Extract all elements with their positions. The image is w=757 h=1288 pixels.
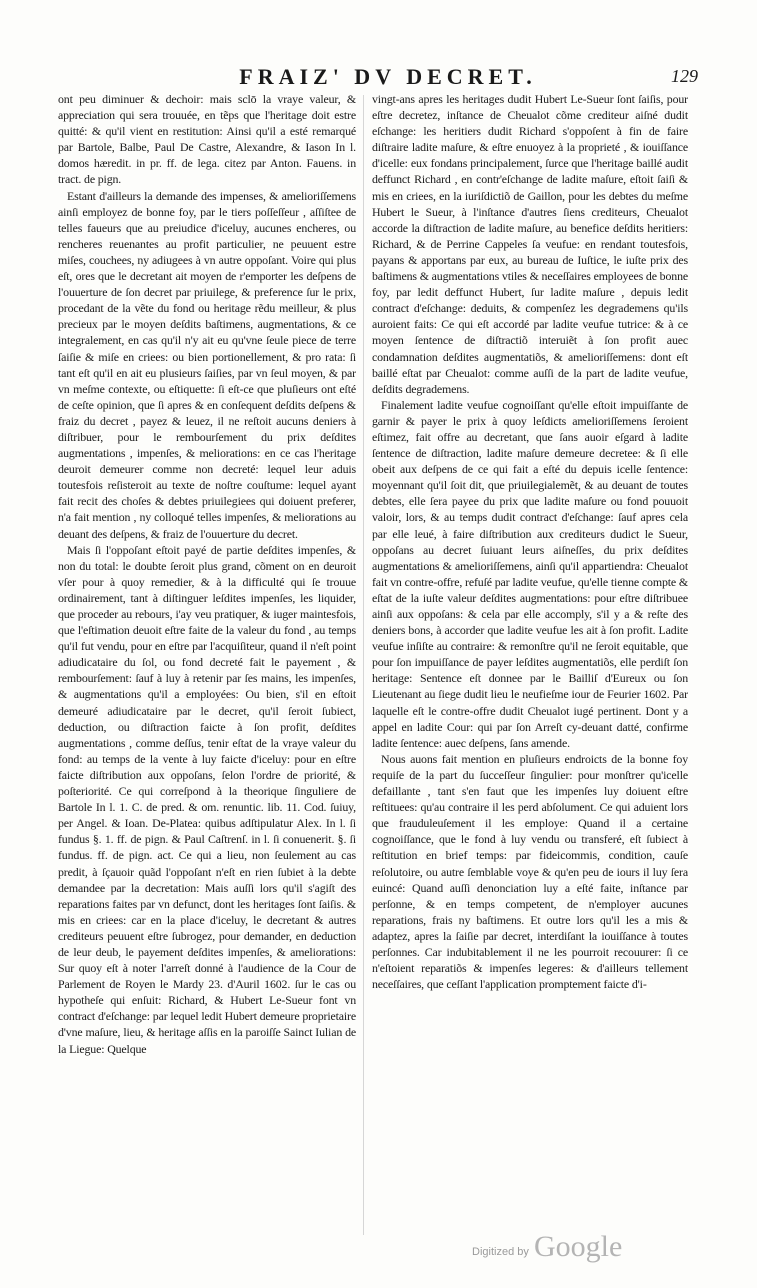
page-number: 129 [671,66,698,86]
paragraph: Estant d'ailleurs la demande des impenses, & amelioriſſemens ainſi employez de bonne foy, par le tiers poſſeſſeur , aſſiſtee de telles faueurs que au preiudice d'iceluy, aucunes encheres, ou rencheres reuenantes au profit particulier, ne peuuent estre miſes, couchees, ny adiugees à vn autre oppoſant. Voire qui plus eſt, ores que le decretant ait moyen de r'emporter les deſpens de l'ouuerture de ſon decret par priuilege, & preference ſur le prix, procedant de la vẽte du fond ou heritage rẽdu meilleur, & plus precieux par le moyen deſdits baſtimens, augmentations, & ce integralement, en cas qu'il n'y ait eu qu'vne ſeule piece de terre ſaiſie & miſe en criees: ou bien portionellement, & pro rata: ſi tant eſt qu'il en ait eu plusieurs ſaiſies, par vn ſeul moyen, & par vn meſme contexte, ou eſtiquette: ſi eſt-ce que pluſieurs ont eſté de ceſte opinion, que ſi apres & en conſequent deſdits deſpens & fraiz du decret , payez & leuez, il ne reſtoit aucuns deniers à diſtribuer, pour le rembourſement du prix deſdites augmentations , impenſes, & meliorations: en ce cas l'heritage deuroit demeurer comme non decreté: lequel leur aduis toutesfois reſisteroit au texte de noſtre couſtume: lequel ayant fait recit des choſes & debtes priuilegiees qui doiuent preferer, n'a fait mention , ny colloqué telles impenſes, & meliorations au deuant des deſpens, & fraiz de l'ouuerture du decret. [58,188,356,541]
left-column [58,91,356,1241]
paragraph: vingt-ans apres les heritages dudit Hubert Le-Sueur ſont ſaiſis, pour eſtre decretez, inſtance de Cheualot cõme crediteur aiſné dudit eſchange: les heritiers dudit Richard s'oppoſent à fin de faire diſtraire ladite maſure, & eſtre enuoyez à la proprieté , & iouiſſance d'icelle: eux fondans principalement, ſurce que l'heritage baillé audit deffunct Richard , en contr'eſchange de ladite maſure, eſtoit ſaiſi & mis en criees, en la iuriſdictiõ de Gaillon, pour les debtes du meſme Hubert le Sueur, à l'inſtance d'autres ſiens crediteurs, Cheualot accorde la diſtraction de ladite maſure, au benefice deſdits heritiers: Richard, & de Perrine Cappeles ſa veufue: en rendant toutesfois, payans & apportans par eux, au bureau de Iuſtice, le iuſte prix des baſtimens & augmentations vtiles & neceſſaires employees de bonne foy, par ledit deffunct Hubert, ſur ladite maſure , depuis ledit contract d'eſchange: deduits, & compenſez les degrademens qu'ils auroient faits: Ce qui eſt accordé par ladite veufue tutrice: & à ce moyen ſentence de diſtractiõ interuiẽt à ſon profit auec condamnation deſdites augmentatiõs, & amelioriſſemens: dont eſt baillé eſtat par Cheualot: comme auſſi de la part de ladite veufue, deſdits degrademens. [372,92,688,396]
watermark-logo: Google [534,1230,623,1263]
paragraph: Mais ſi l'oppoſant eſtoit payé de partie deſdites impenſes, & non du total: le doubte ſeroit plus grand, cõment on en deuroit vſer pour à quoy remedier, & à la difficulté qui ſe trouue ordinairement, tant à diſtinguer leſdites impenſes, les liquider, que proceder au rebours, i'ay veu pratiquer, & iuger maintesfois, que l'eſtimation deuoit eſtre faite de la valeur du fond , au temps qu'il fut vendu, pour en eſtre par l'acquiſiteur, quand il n'eſt point adiudicataire du ſol, ou fond decreté fait le payement , & rembourſement: ſauf à luy à retenir par ſes mains, les impenſes, & augmentations qu'il a employées: Ou bien, s'il en eſtoit demeuré adiudicataire par le decret, qu'il ſeroit ſubiect, deduction, ou diſtraction faicte à ſon profit, deſdites augmentations , comme deſſus, tenir eſtat de la vraye valeur du fond: au temps de la vente à luy faicte d'iceluy: pour en eſtre faicte diſtribution aux oppoſans, ſelon l'ordre de priorité, & poſteriorité. Ce qui correſpond à la theorique ſinguliere de Bartole In l. 1. C. de pred. & om. renuntic. lib. 11. Cod. ſuiuy, per Angel. & Ioan. De-Platea: quibus adſtipulatur Alex. In l. ſi fundus §. 1. ff. de pign. & Paul Caſtrenſ. in l. ſi conuenerit. §. ſi fundus. ff. de pign. act. Ce qui a lieu, non ſeulement au cas predit, à ſçauoir quãd l'oppoſant n'eſt en rien ſubiet à la debte demandee par la decretation: Mais auſſi lors qu'il s'agiſt des reparations faites par vn defunct, dont les heritages ſont ſaiſis. & mis en criees: car en la place d'iceluy, le decretant & autres crediteurs peuuent eſtre ſubrogez, pour demander, en deduction de leur deub, le payement deſdites impenſes, & ameliorations: Sur quoy eſt à noter l'arreſt donné à l'audience de la Cour de Parlement de Royen le Mardy 23. d'Auril 1602. ſur le cas ou hypotheſe qui enſuit: Richard, & Hubert Le-Sueur font vn contract d'eſchange: par lequel ledit Hubert demeure proprietaire d'vne maſure, lieu, & heritage aſſis en la paroiſſe Sainct Iulian de la Liegue: Quelque [58,542,356,1056]
paragraph: Nous auons fait mention en pluſieurs endroicts de la bonne foy requiſe de la part du ſucceſſeur ſingulier: pour monſtrer qu'icelle defaillante , tant s'en faut que les impenſes luy doiuent eſtre reſtituees: qu'au contraire il les perd abſolument. Ce qui aduient lors que frauduleuſement il les employe: Quand il a certaine cognoiſſance, que le fond à luy vendu ou transferé, eſt ſubiect à reſtitution en brief temps: par fideicommis, condition, cauſe reſolutoire, ou autre ſemblable voye & qu'en peu de iours il luy ſera euincé: Quand auſſi denonciation luy a eſté faite, inſtance par perſonne, & en temps competent, de n'employer aucunes reparations, frais ny baſtimens. Et outre lors qu'il les a mis & adaptez, apres la ſaiſie par decret, interdiſant la iouiſſance à toutes perſonnes. Car indubitablement il ne les pourroit recouurer: ſi ce n'eſtoient reparatiõs & impenſes legeres: & d'ailleurs tellement neceſſaires, que ceſſant l'application promptement faicte d'i- [372,751,688,992]
running-title: FRAIZ' DV DECRET. [239,64,537,89]
right-column [372,91,688,1241]
watermark-caption: Digitized by [472,1246,529,1258]
running-head [58,64,698,90]
paragraph: ont peu diminuer & dechoir: mais sclō la vraye valeur, & appreciation qui sera trouuée, en tẽps que l'heritage doit estre quitté: & qu'il vient en restitution: Ainsi qu'il a esté remarqué par Bartole, Balbe, Paul De Castre, Alexandre, & Iason In l. domos hæredit. in pr. ff. de lega. citez par Anton. Fauens. in tract. de pign. [58,92,356,187]
column-divider [363,95,364,1235]
paragraph: Finalement ladite veufue cognoiſſant qu'elle eſtoit impuiſſante de garnir & payer le prix à quoy leſdicts amelioriſſemens ſeroient eſtimez, fait offre au decretant, que ſans auoir eſgard à ladite ſentence de diſtraction, ladite maſure demeure decretee: & ſi elle obeit aux deſpens de ce qui fait a eſté du depuis icelle ſentence: moyennant qu'il ſoit dit, que priuilegialemẽt, & au deuant de toutes debtes, elle ſera payee du prix que ladite maſure ou fond pouuoit valoir, lors, & au temps dudit contract d'eſchange: ſauf apres cela par elle leué, à faire diſtribution aux crediteurs dudict le Sueur, oppoſans au decret ſuiuant leurs aiſneſſes, du prix deſdites augmentations & amelioriſſemens, ainſi qu'il appartiendra: Cheualot fait vn contre-offre, refuſé par ladite veufue, qu'elle tienne compte & eſtat de la iuſte valeur deſdites augmentations: pour eſtre diſtribuee ainſi aux oppoſans: & cela par elle accomply, s'il y a & reſte des deniers bons, à accorder que ladite veufue les ait à ſon profit. Ladite veufue inſiſte au contraire: & remonſtre qu'il ne ſeroit equitable, que pour ſon impuiſſance de payer leſdites augmentatiõs, elle perdiſt ſon heritage: Sentence eſt donnee par le Bailliſ d'Eureux ou ſon Lieutenant au ſiege dudit lieu le neufieſme iour de Feurier 1602. Par laquelle eſt le contre-offre dudit Cheualot iugé pertinent. Dont y a appel en ladite Cour: qui par ſon Arreſt cy-deuant datté, confirme ladite ſentence: auec deſpens, ſans amende. [372,397,688,750]
digitization-watermark [0,1226,623,1266]
